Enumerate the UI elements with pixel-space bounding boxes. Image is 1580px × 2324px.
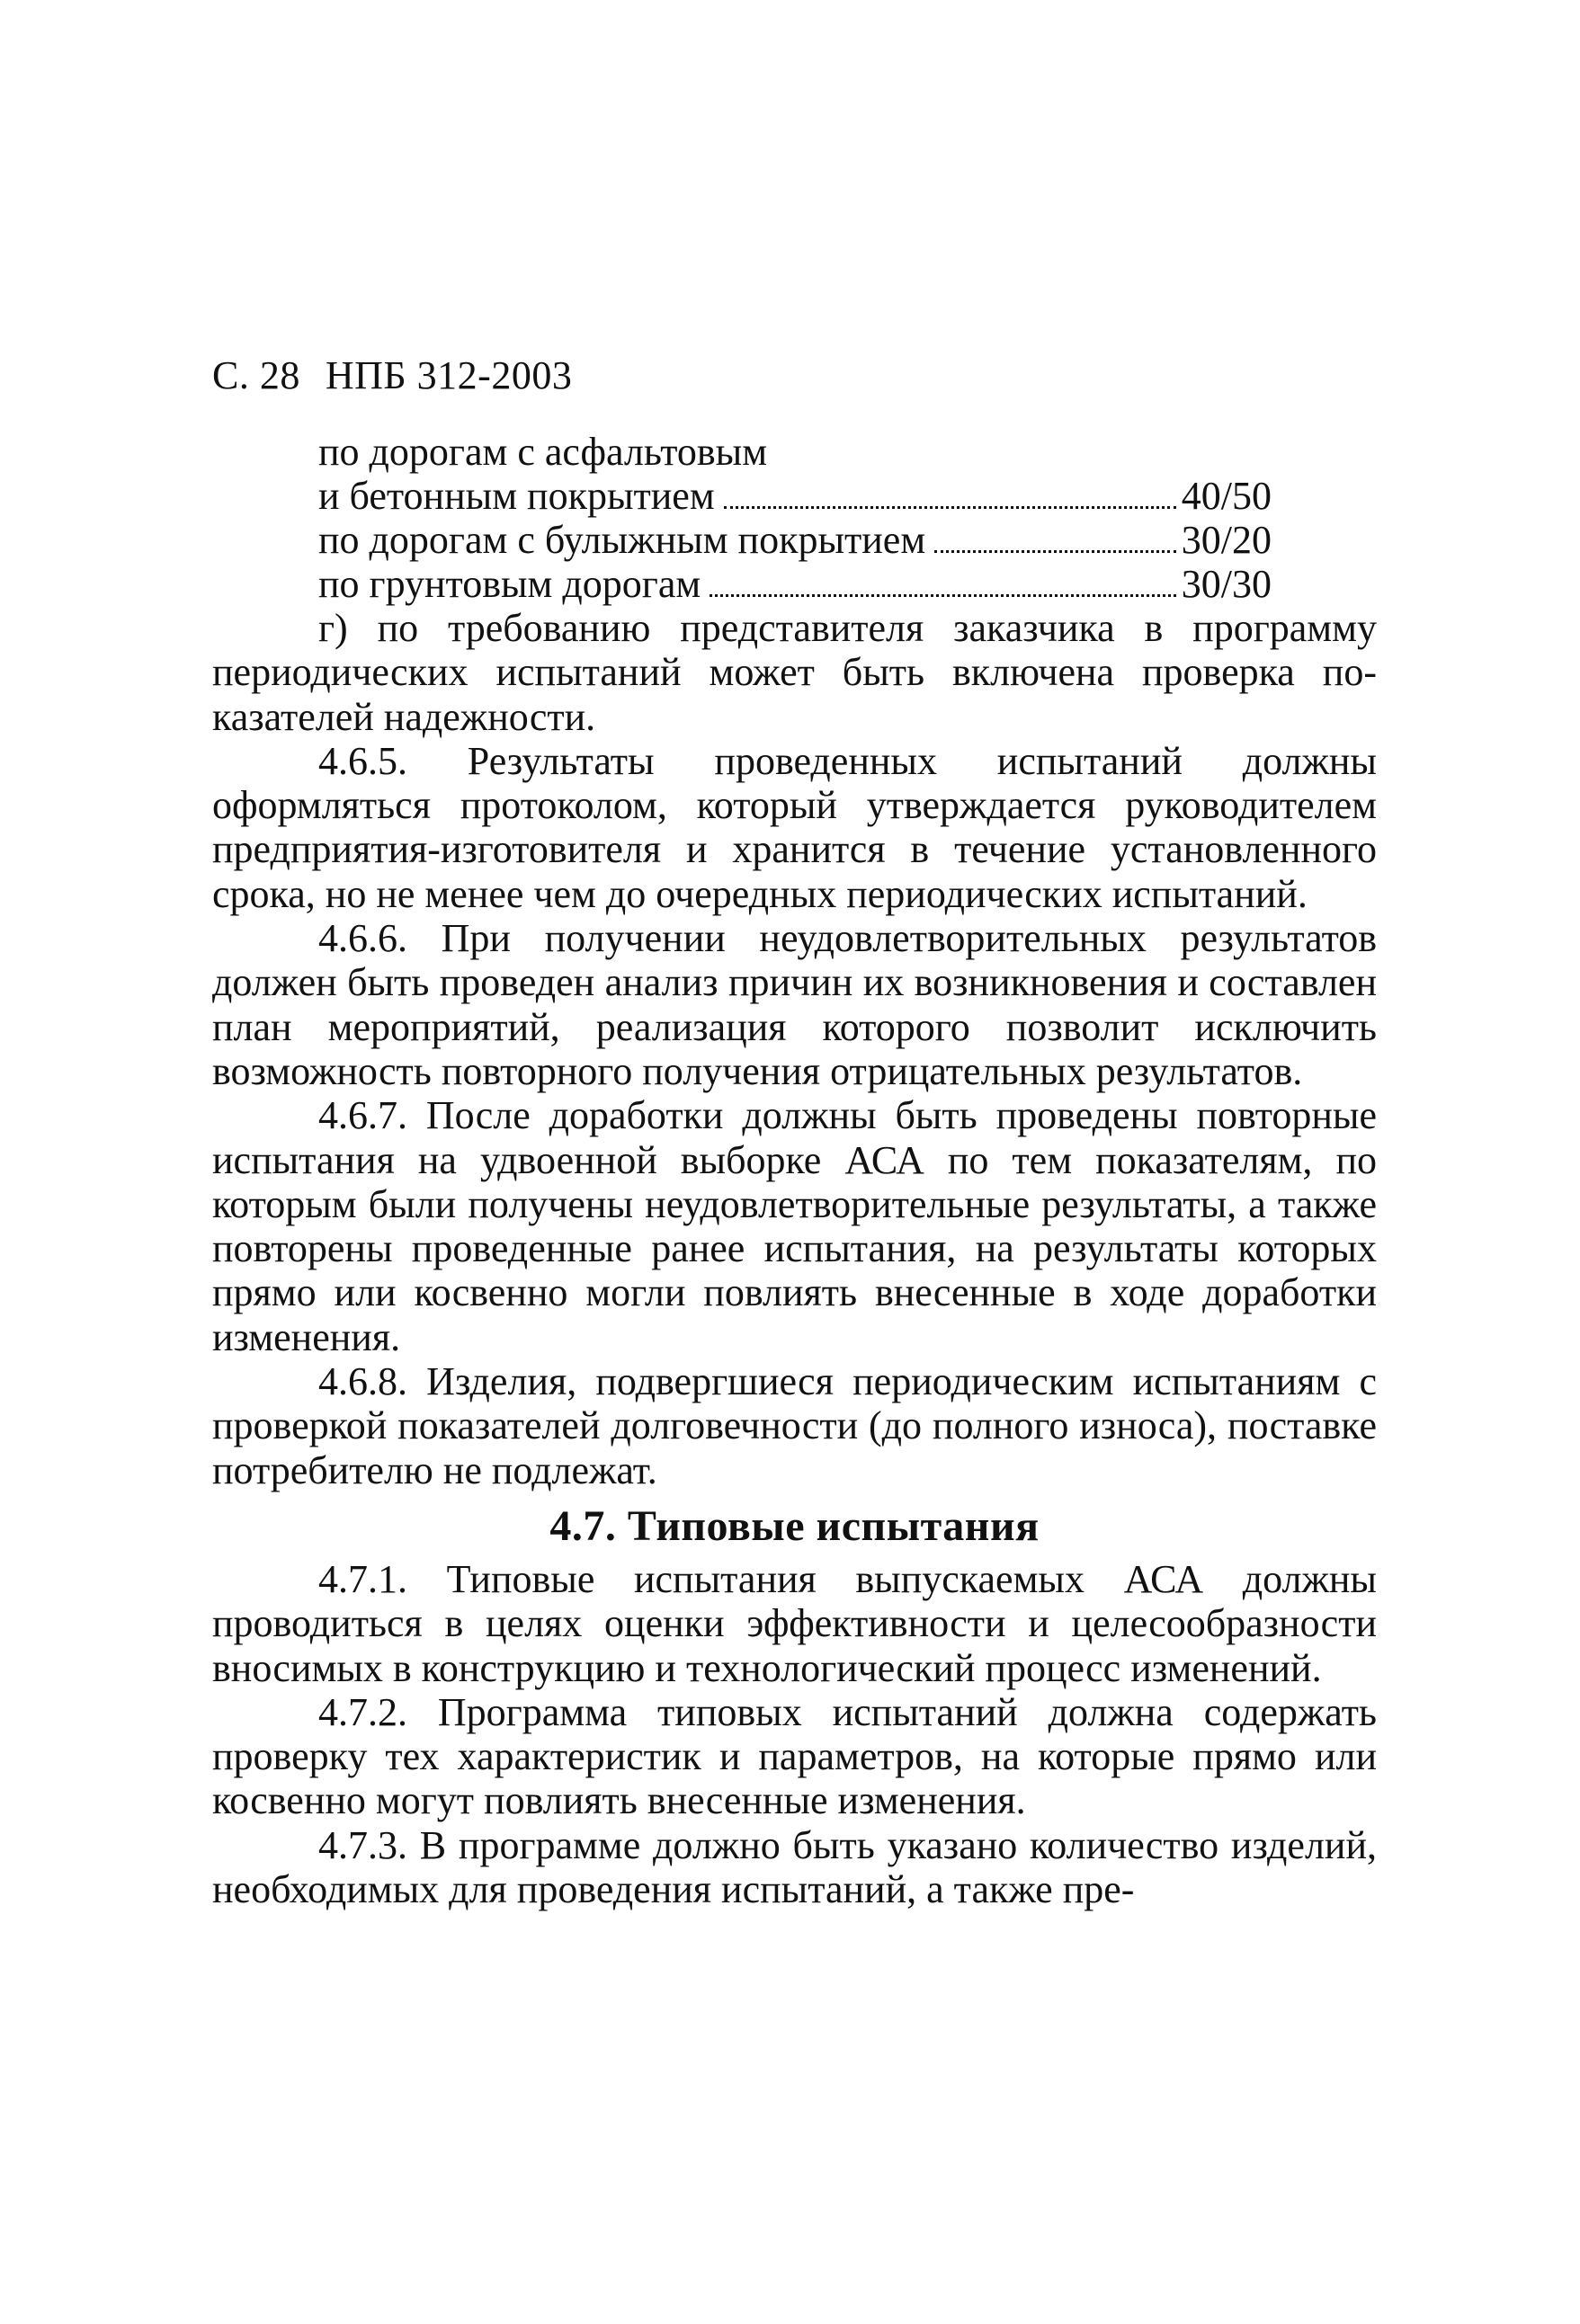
page-header [212, 351, 572, 401]
paragraph-4-7-2: 4.7.2. Программа типовых испытаний должна содержать проверку тех характеристик и параметров, на которые прямо или косвенно могут повлиять внесенные изменения. [212, 1689, 1377, 1823]
list-item-value: 40/50 [1181, 474, 1272, 518]
dot-leader [710, 594, 1176, 597]
paragraph-4-6-7: 4.6.7. После доработки должны быть проведены повторные испытания на удвоенной выборке АСА по тем показателям, по которым были получены неудовлетворительные результаты, а также повторены проведенные ранее испытания, на результаты которых прямо или косвенно могли повлиять внесенные в ходе доработки изменения. [212, 1093, 1377, 1359]
list-item [318, 430, 1272, 474]
dot-leader [724, 506, 1176, 509]
list-item [318, 518, 1272, 562]
list-item-label: по грунтовым дорогам [318, 562, 701, 606]
list-item-value: 30/20 [1181, 518, 1272, 562]
paragraph-g: г) по требованию представителя заказчика в программу периодических испытаний может быть включена проверка показателей надежности. [212, 606, 1377, 739]
page-number: С. 28 [212, 353, 300, 397]
document-code: НПБ 312-2003 [325, 353, 573, 397]
list-item [318, 562, 1272, 606]
document-body [212, 606, 1377, 1911]
list-item-label: по дорогам с булыжным покрытием [318, 518, 926, 562]
paragraph-4-6-8: 4.6.8. Изделия, подвергшиеся периодическим испытаниям с проверкой показателей долговечности (до полного износа), поставке потребителю не подлежат. [212, 1359, 1377, 1492]
paragraph-4-6-5: 4.6.5. Результаты проведенных испытаний должны оформляться протоколом, который утверждается руководителем предприятия-изготовителя и хранится в течение установленного срока, но не менее чем до очередных периодических испытаний. [212, 738, 1377, 916]
paragraph-4-7-3: 4.7.3. В программе должно быть указано количество изделий, необходимых для проведения испытаний, а также пре- [212, 1822, 1377, 1912]
paragraph-4-6-6: 4.6.6. При получении неудовлетворительных результатов должен быть проведен анализ причин их возникновения и составлен план мероприятий, реализация которого позволит исключить возможность повторного получения отрицательных результатов. [212, 916, 1377, 1093]
paragraph-4-7-1: 4.7.1. Типовые испытания выпускаемых АСА должны проводиться в целях оценки эффективности и целесообразности вносимых в конструкцию и технологический процесс изменений. [212, 1556, 1377, 1690]
dot-leader [934, 550, 1176, 553]
list-item [318, 474, 1272, 518]
section-heading: 4.7. Типовые испытания [549, 1501, 1040, 1550]
list-item-label: и бетонным покрытием [318, 474, 715, 518]
speed-list [318, 430, 1272, 606]
list-item-label: по дорогам с асфальтовым [318, 430, 768, 474]
list-item-value: 30/30 [1181, 562, 1272, 606]
